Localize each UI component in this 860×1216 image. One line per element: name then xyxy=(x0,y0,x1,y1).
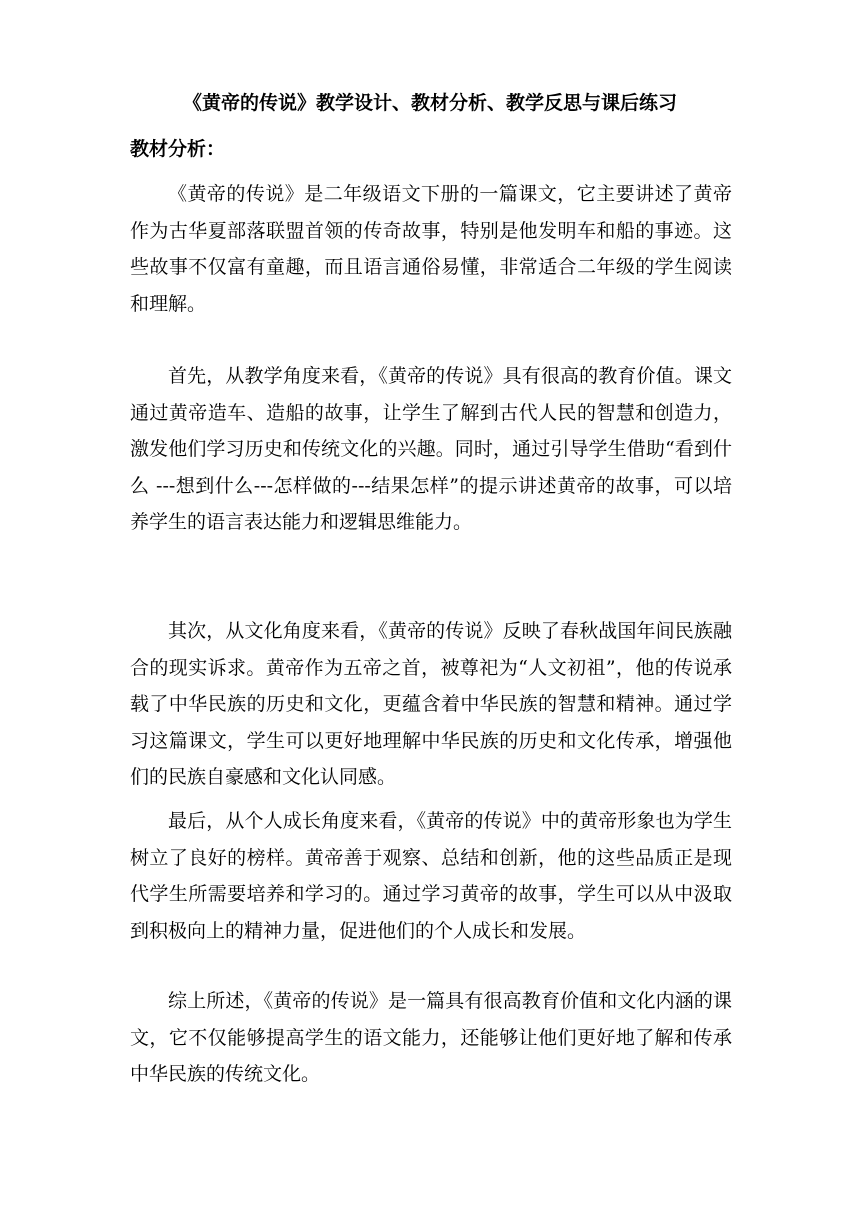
paragraph-intro: 《黄帝的传说》是二年级语文下册的一篇课文，它主要讲述了黄帝作为古华夏部落联盟首领的传奇故事，特别是他发明车和船的事迹。这些故事不仅富有童趣，而且语言通俗易懂，非常适合二年级的学生阅读和理解。 xyxy=(130,183,732,315)
paragraph-teaching-value: 首先，从教学角度来看，《黄帝的传说》具有很高的教育价值。课文通过黄帝造车、造船的故事，让学生了解到古代人民的智慧和创造力，激发他们学习历史和传统文化的兴趣。同时，通过引导学生借助“看到什么 ---想到什么---怎样做的---结果怎样”的提示讲述黄帝的故事，可以培养学生的语言表达能力和逻辑思维能力。 xyxy=(130,365,732,533)
paragraph-cultural-value: 其次，从文化角度来看，《黄帝的传说》反映了春秋战国年间民族融合的现实诉求。黄帝作为五帝之首，被尊祀为“人文初祖”，他的传说承载了中华民族的历史和文化，更蕴含着中华民族的智慧和精神。通过学习这篇课文，学生可以更好地理解中华民族的历史和文化传承，增强他们的民族自豪感和文化认同感。 xyxy=(130,620,732,788)
section-heading: 教材分析： xyxy=(130,138,226,160)
paragraph-personal-growth: 最后，从个人成长角度来看，《黄帝的传说》中的黄帝形象也为学生树立了良好的榜样。黄帝善于观察、总结和创新，他的这些品质正是现代学生所需要培养和学习的。通过学习黄帝的故事，学生可以从中汲取到积极向上的精神力量，促进他们的个人成长和发展。 xyxy=(130,810,732,942)
document-title: 《黄帝的传说》教学设计、教材分析、教学反思与课后练习 xyxy=(182,92,677,114)
paragraph-summary: 综上所述，《黄帝的传说》是一篇具有很高教育价值和文化内涵的课文，它不仅能够提高学生的语文能力，还能够让他们更好地了解和传承中华民族的传统文化。 xyxy=(130,990,732,1085)
